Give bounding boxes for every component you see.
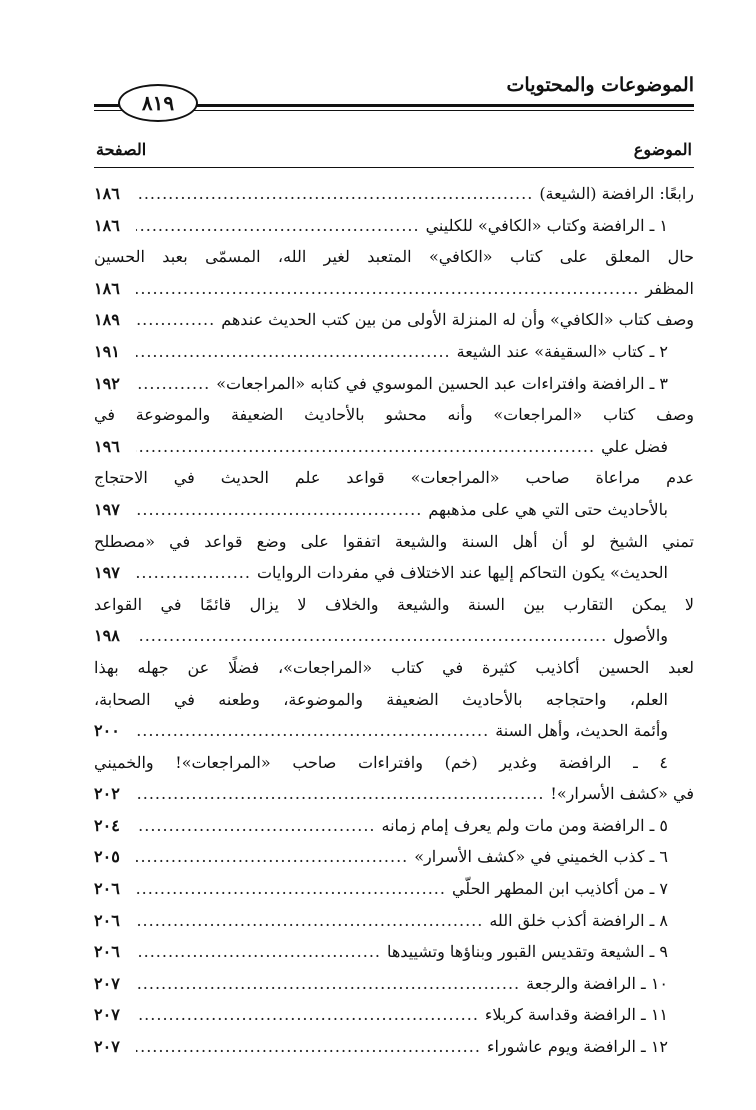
dot-leader (136, 494, 422, 526)
dot-leader (136, 1031, 481, 1063)
toc-entry (94, 462, 694, 494)
dot-leader (136, 557, 251, 589)
header-title: الموضوعات والمحتويات (506, 74, 694, 96)
column-heading-rule (94, 167, 694, 168)
toc-entry-text: ١٠ ـ الرافضة والرجعة (526, 973, 668, 993)
toc-entry-text: عدم مراعاة صاحب «المراجعات» قواعد علم الحديث في الاحتجاج (94, 468, 694, 488)
toc-entry-page: ١٨٦ (94, 278, 120, 298)
toc-entry (94, 968, 694, 1000)
toc-entry-text: ١٢ ـ الرافضة ويوم عاشوراء (486, 1037, 668, 1057)
dot-leader (136, 273, 639, 305)
dot-leader (136, 999, 479, 1031)
dot-leader (136, 368, 210, 400)
toc-entry-text: وصف كتاب «المراجعات» وأنه محشو بالأحاديث الضعيفة والموضوعة في (94, 405, 694, 425)
toc-entry-text: الحديث» يكون التحاكم إليها عند الاختلاف في مفردات الروايات (256, 563, 668, 583)
toc-entry-page: ٢٠٢ (94, 784, 120, 804)
dot-leader (136, 778, 544, 810)
toc-entry (94, 999, 694, 1031)
toc-entry (94, 304, 694, 336)
toc-entry-text: العلم، واحتجاجه بالأحاديث الضعيفة والموضوعة، وطعنه في الصحابة، (94, 689, 668, 709)
toc-entry (94, 210, 694, 242)
toc-entry-page: ١٨٩ (94, 310, 120, 330)
dot-leader (136, 810, 376, 842)
dot-leader (136, 968, 520, 1000)
dot-leader (136, 841, 408, 873)
toc-entry-text: ٩ ـ الشيعة وتقديس القبور وبناؤها وتشييدها (386, 942, 668, 962)
toc-entry-text: لا يمكن التقارب بين السنة والشيعة والخلاف لا يزال قائمًا في القواعد (94, 594, 694, 614)
toc-entry-page: ٢٠٤ (94, 815, 120, 835)
dot-leader (136, 304, 215, 336)
toc-entry-page: ٢٠٦ (94, 910, 120, 930)
toc-entry-text: في «كشف الأسرار»! (550, 784, 694, 804)
toc-entry (94, 178, 694, 210)
toc-entry-text: ٥ ـ الرافضة ومن مات ولم يعرف إمام زمانه (381, 815, 668, 835)
dot-leader (136, 905, 483, 937)
toc-entry-text: ٢ ـ كتاب «السقيفة» عند الشيعة (456, 341, 668, 361)
toc-entry (94, 620, 694, 652)
toc-entry (94, 715, 694, 747)
dot-leader (136, 336, 451, 368)
toc-entry-text: ٦ ـ كذب الخميني في «كشف الأسرار» (414, 847, 668, 867)
toc-entry-text: ١١ ـ الرافضة وقداسة كربلاء (484, 1005, 668, 1025)
dot-leader (136, 936, 381, 968)
toc-entry-page: ١٨٦ (94, 184, 120, 203)
toc-entry-page: ٢٠٧ (94, 1005, 120, 1025)
toc-entry-text: ٣ ـ الرافضة وافتراءات عبد الحسين الموسوي في كتابه «المراجعات» (216, 373, 668, 393)
toc-entry (94, 241, 694, 273)
toc-entry-text: وصف كتاب «الكافي» وأن له المنزلة الأولى من بين كتب الحديث عندهم (221, 310, 694, 330)
toc-entry-page: ١٩١ (94, 341, 120, 361)
toc-entry-text: حال المعلق على كتاب «الكافي» المتعبد لغير الله، المسمّى بعبد الحسين (94, 247, 694, 267)
dot-leader (136, 873, 446, 905)
toc-entry (94, 589, 694, 621)
toc-entry (94, 905, 694, 937)
column-page-heading: الصفحة (96, 140, 147, 159)
toc-entry-text: رابعًا: الرافضة (الشيعة) (539, 184, 694, 203)
toc-entry (94, 652, 694, 684)
toc-entry (94, 936, 694, 968)
dot-leader (136, 210, 420, 242)
toc-entry (94, 841, 694, 873)
toc-entry-page: ٢٠٦ (94, 879, 120, 899)
toc-entry-page: ٢٠٦ (94, 942, 120, 962)
toc-entry (94, 684, 694, 716)
dot-leader (136, 431, 595, 463)
table-of-contents (94, 178, 694, 1063)
toc-entry-text: ١ ـ الرافضة وكتاب «الكافي» للكليني (425, 215, 668, 235)
toc-entry (94, 273, 694, 305)
toc-entry (94, 336, 694, 368)
toc-entry-page: ٢٠٥ (94, 847, 120, 867)
toc-entry-page: ١٩٧ (94, 563, 120, 583)
toc-entry-text: لعبد الحسين أكاذيب كثيرة في كتاب «المراجعات»، فضلًا عن جهله بهذا (94, 657, 694, 677)
toc-entry-text: ٧ ـ من أكاذيب ابن المطهر الحلّي (451, 879, 668, 899)
toc-entry-text: تمني الشيخ لو أن أهل السنة والشيعة اتفقوا على وضع قواعد في «مصطلح (94, 531, 694, 551)
toc-entry-text: والأصول (613, 626, 668, 646)
toc-entry (94, 494, 694, 526)
column-subject-heading: الموضوع (633, 140, 692, 159)
toc-entry-page: ٢٠٧ (94, 973, 120, 993)
page-number: ٨١٩ (141, 91, 175, 115)
toc-entry (94, 557, 694, 589)
toc-entry (94, 778, 694, 810)
toc-entry-page: ١٨٦ (94, 215, 120, 235)
dot-leader (136, 178, 533, 210)
toc-entry (94, 747, 694, 779)
toc-entry-text: المظفر (645, 278, 694, 298)
toc-entry (94, 810, 694, 842)
toc-entry-page: ١٩٦ (94, 436, 120, 456)
toc-entry-page: ١٩٧ (94, 499, 120, 519)
toc-entry (94, 526, 694, 558)
dot-leader (136, 620, 607, 652)
toc-entry-text: بالأحاديث حتى التي هي على مذهبهم (428, 499, 668, 519)
page-number-badge (118, 84, 198, 122)
toc-entry (94, 368, 694, 400)
toc-entry-page: ٢٠٠ (94, 721, 120, 741)
toc-entry-text: ٤ ـ الرافضة وغدير (خم) وافتراءات صاحب «المراجعات»! والخميني (94, 752, 668, 772)
toc-entry (94, 1031, 694, 1063)
toc-entry-text: ٨ ـ الرافضة أكذب خلق الله (489, 910, 668, 930)
toc-entry (94, 431, 694, 463)
toc-entry (94, 873, 694, 905)
toc-entry-page: ٢٠٧ (94, 1037, 120, 1057)
toc-entry-page: ١٩٢ (94, 373, 120, 393)
toc-entry-text: وأئمة الحديث، وأهل السنة (495, 721, 668, 741)
toc-entry (94, 399, 694, 431)
toc-entry-page: ١٩٨ (94, 626, 120, 646)
dot-leader (136, 715, 489, 747)
toc-entry-text: فضل علي (601, 436, 668, 456)
